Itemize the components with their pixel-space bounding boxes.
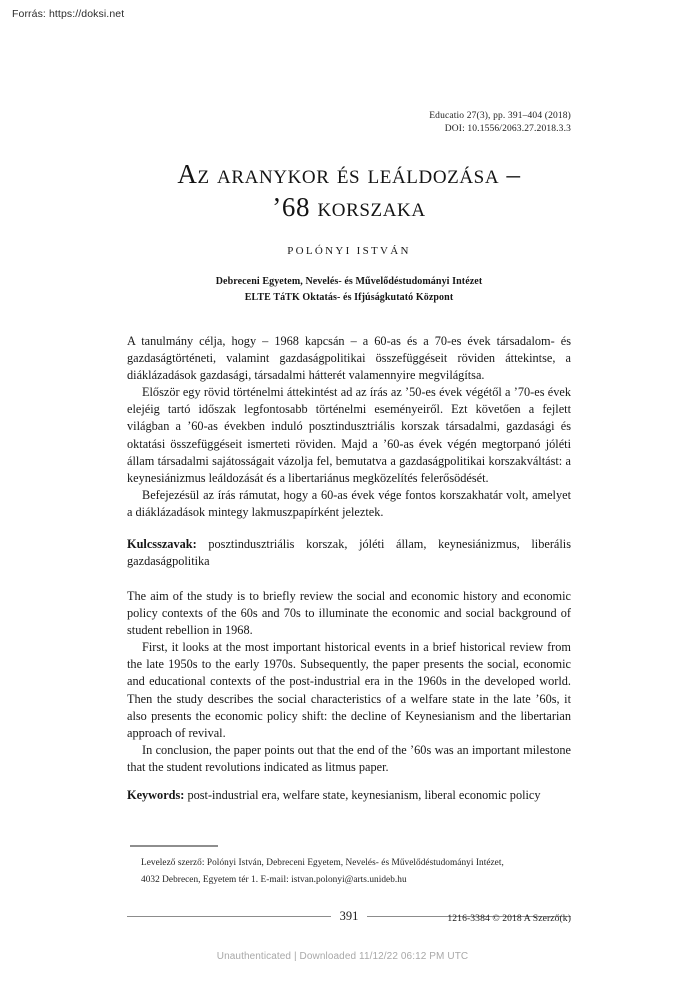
keywords-hu-paragraph [127, 536, 571, 570]
author-name: POLÓNYI ISTVÁN [287, 245, 411, 257]
page-title-line-1: Az aranykor és leáldozása – [177, 159, 521, 189]
page-title-line-2: ’68 korszaka [272, 192, 426, 222]
affiliation-line-1: Debreceni Egyetem, Nevelés- és Művelődéstudományi Intézet [215, 276, 483, 287]
affiliation-line-2: ELTE TáTK Oktatás- és Ifjúságkutató Központ [244, 291, 454, 303]
download-watermark: Unauthenticated | Downloaded 11/12/22 06:12 PM UTC [216, 951, 469, 962]
page-title [110, 158, 588, 224]
footnote-line-1: Levelező szerző: Polónyi István, Debreceni Egyetem, Nevelés- és Művelődéstudományi Intézet, [141, 858, 504, 868]
abstract-en-paragraph-1: The aim of the study is to briefly review the social and economic history and economic policy contexts of the 60s and 70s to illuminate the economic and social background of student rebellion in 1968. [127, 589, 571, 638]
abstract-en-paragraph-2: First, it looks at the most important historical events in a brief historical review from the late 1950s to the early 1970s. Subsequently, the paper presents the social, economic and educational contexts of the post-industrial era in the 1960s in the developed world. Then the study describes the social characteristics of a welfare state in the late ’60s, it also presents the economic policy shift: the decline of Keynesianism and the libertarian approach of revival. [127, 640, 571, 740]
journal-doi: DOI: 10.1556/2063.27.2018.3.3 [444, 124, 571, 134]
keywords-hu-text: posztindusztriális korszak, jóléti állam, keynesiánizmus, liberális gazdaságpolitika [127, 537, 571, 569]
journal-reference [127, 110, 571, 136]
corresponding-author-footnote [141, 855, 573, 889]
keywords-english [127, 787, 571, 804]
source-url-label: Forrás: https://doksi.net [12, 8, 125, 20]
abstract-hu-paragraph-3: Befejezésül az írás rámutat, hogy a 60-as évek vége fontos korszakhatár volt, amelyet a diáklázadások mintegy lakmuszpapírként jeleztek. [127, 487, 571, 519]
abstract-hu-paragraph-2: Először egy rövid történelmi áttekintést ad az írás az ’50-es évek végétől a ’70-es évek elejéig tartó időszak legfontosabb történelmi eseményeiről. Ezt követően a fejlett világban a ’60-as években induló posztindusztriális korszak társadalmi, gazdasági és oktatási összefüggéseit ismerteti röviden. Majd a ’60-as évek végén megtorpanó jóléti állam társadalmi sajátosságait vázolja fel, bemutatva a gazdaságpolitikai korszakváltást: a keynesiánizmus leáldozását és a libertariánus megközelítés felerősödését. [127, 385, 571, 485]
footnote-separator-rule [130, 845, 218, 847]
abstract-hu-paragraph-1: A tanulmány célja, hogy – 1968 kapcsán – a 60-as és a 70-es évek társadalom- és gazdaságtörténeti, valamint gazdaságpolitikai összefüggéseit röviden áttekintse, a diáklázadások gazdasági, társadalmi hátterét valamennyire megvilágítsa. [127, 334, 571, 383]
keywords-hu-label: Kulcsszavak: [127, 537, 197, 551]
keywords-en-text: post-industrial era, welfare state, keynesianism, liberal economic policy [184, 788, 541, 802]
abstract-en-paragraph-3: In conclusion, the paper points out that the end of the ’60s was an important milestone that the student revolutions indicated as litmus paper. [127, 742, 571, 774]
keywords-en-label: Keywords: [127, 788, 185, 802]
footnote-line-2: 4032 Debrecen, Egyetem tér 1. E-mail: istvan.polonyi@arts.unideb.hu [141, 875, 407, 885]
keywords-hungarian [127, 536, 571, 570]
copyright-line: 1216-3384 © 2018 A Szerző(k) [447, 913, 571, 924]
abstract-english [127, 588, 571, 776]
abstract-hungarian [127, 333, 571, 521]
page-number: 391 [339, 908, 359, 923]
keywords-en-paragraph [127, 787, 571, 804]
journal-citation: Educatio 27(3), pp. 391–404 (2018) [429, 111, 571, 121]
author-affiliations [110, 274, 588, 305]
